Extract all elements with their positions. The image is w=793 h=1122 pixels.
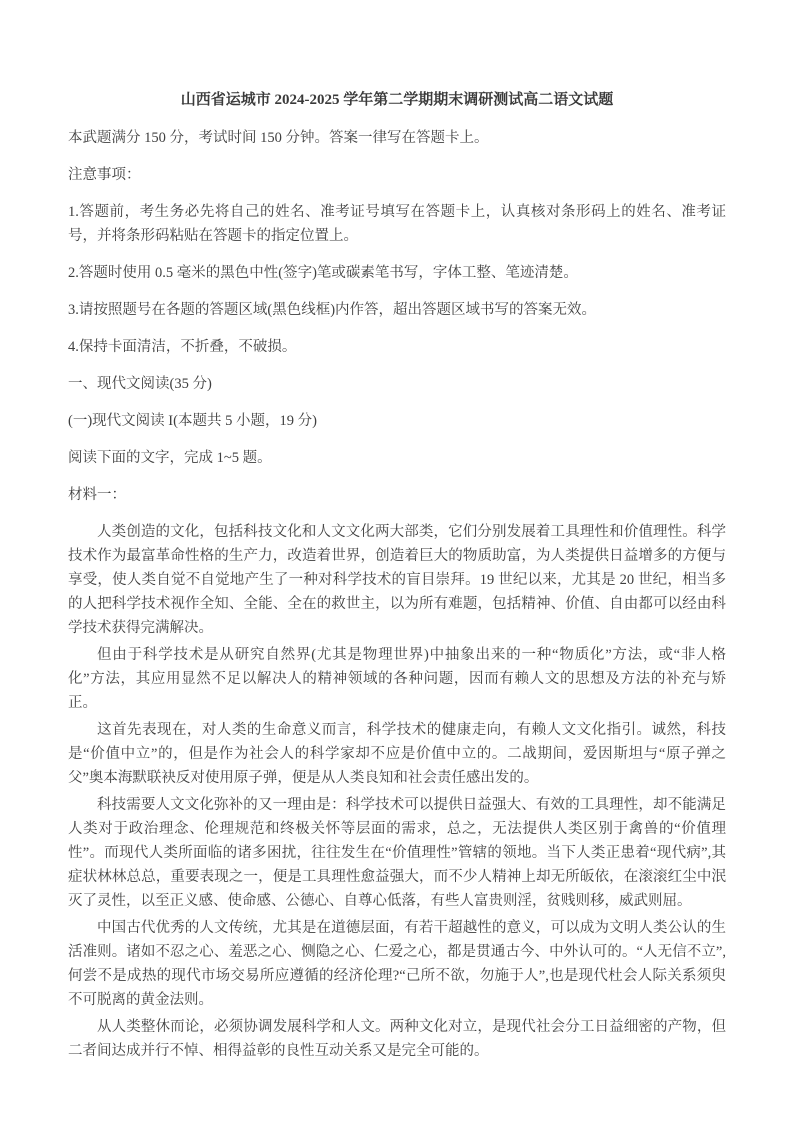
material-paragraph-1: 人类创造的文化，包括科技文化和人文文化两大部类，它们分别发展着工具理性和价值理性。科学技术作为最富革命性格的生产力，改造着世界，创造着巨大的物质助富，为人类提供日益增多的方便与享受，使人类自觉不自觉地产生了一种对科学技术的盲目崇拜。19 世纪以来，尤其是 20 世纪，相当多的人把科学技术视作全知、全能、全在的救世主，以为所有难题，包括精神、价值、自由都可以经由科学技术获得完满解决。	[68, 524, 726, 636]
material-paragraph-6: 从人类整休而论，必须协调发展科学和人文。两种文化对立，是现代社会分工日益细密的产物，但二者间达成并行不悼、相得益彰的良性互动关系又是完全可能的。	[68, 1019, 726, 1059]
material-paragraph-2: 但由于科学技术是从研究自然界(尤其是物理世界)中抽象出来的一种“物质化”方法，或“非人格化”方法，其应用显然不足以解决人的精神领域的各种问题，因而有赖人文的思想及方法的补充与矫正。	[68, 647, 726, 711]
exam-info-line: 本武题满分 150 分，考试时间 150 分钟。答案一律写在答题卡上。	[68, 130, 489, 146]
document-title: 山西省运城市 2024-2025 学年第二学期期末调研测试高二语文试题	[180, 92, 614, 108]
material-paragraph-4: 科技需要人文文化弥补的又一理由是：科学技术可以提供日益强大、有效的工具理性，却不能满足人类对于政治理念、伦理规范和终极关怀等层面的需求，总之，无法提供人类区别于禽兽的“价值理性”。而现代人类所面临的诸多困扰，往往发生在“价值理性”管辖的领地。当下人类正患着“现代病”,其症状林林总总，重要表现之一，便是工具理性愈益强大，而不少人精神上却无所皈依，在滚滚红尘中泯灭了灵性，以至正义感、使命感、公德心、自尊心低落，有些人富贵则淫，贫贱则移，威武则屈。	[68, 797, 726, 909]
notice-item-3: 3.请按照题号在各题的答题区域(黑色线框)内作答，超出答题区域书写的答案无效。	[68, 302, 597, 318]
material-paragraph-5: 中国古代优秀的人文传统，尤其是在道德层面，有若干超越性的意义，可以成为文明人类公认的生活准则。诸如不忍之心、羞恶之心、恻隐之心、仁爱之心，都是贯通古今、中外认可的。“人无信不立”,何尝不是成热的现代市场交易所应遵循的经济伦理?“己所不欲，勿施于人”,也是现代杜会人际关系须臾不可脱离的黄金法则。	[68, 920, 726, 1008]
reading-instruction: 阅读下面的文字，完成 1~5 题。	[68, 450, 272, 466]
section-heading: 一、现代文阅读(35 分)	[68, 376, 212, 392]
material-label: 材料一：	[68, 487, 126, 503]
notice-item-1: 1.答题前，考生务必先将自己的姓名、准考证号填写在答题卡上，认真核对条形码上的姓名、准考证号，并将条形码粘贴在答题卡的指定位置上。	[68, 204, 726, 244]
material-paragraph-3: 这首先表现在，对人类的生命意义而言，科学技术的健康走向，有赖人文文化指引。诚然，科技是“价值中立”的，但是作为社会人的科学家却不应是价值中立的。二战期间，爱因斯坦与“原子弹之父”奥本海默联袂反对使用原子弹，便是从人类良知和社会责任感出发的。	[68, 722, 726, 786]
notice-item-2: 2.答题时使用 0.5 毫米的黑色中性(签字)笔或碳素笔书写，字体工整、笔迹清楚。	[68, 265, 578, 281]
subsection-heading: (一)现代文阅读 I(本题共 5 小题，19 分)	[68, 413, 317, 429]
notice-heading: 注意事项：	[68, 167, 141, 183]
notice-item-4: 4.保持卡面清洁，不折叠，不破损。	[68, 339, 297, 355]
